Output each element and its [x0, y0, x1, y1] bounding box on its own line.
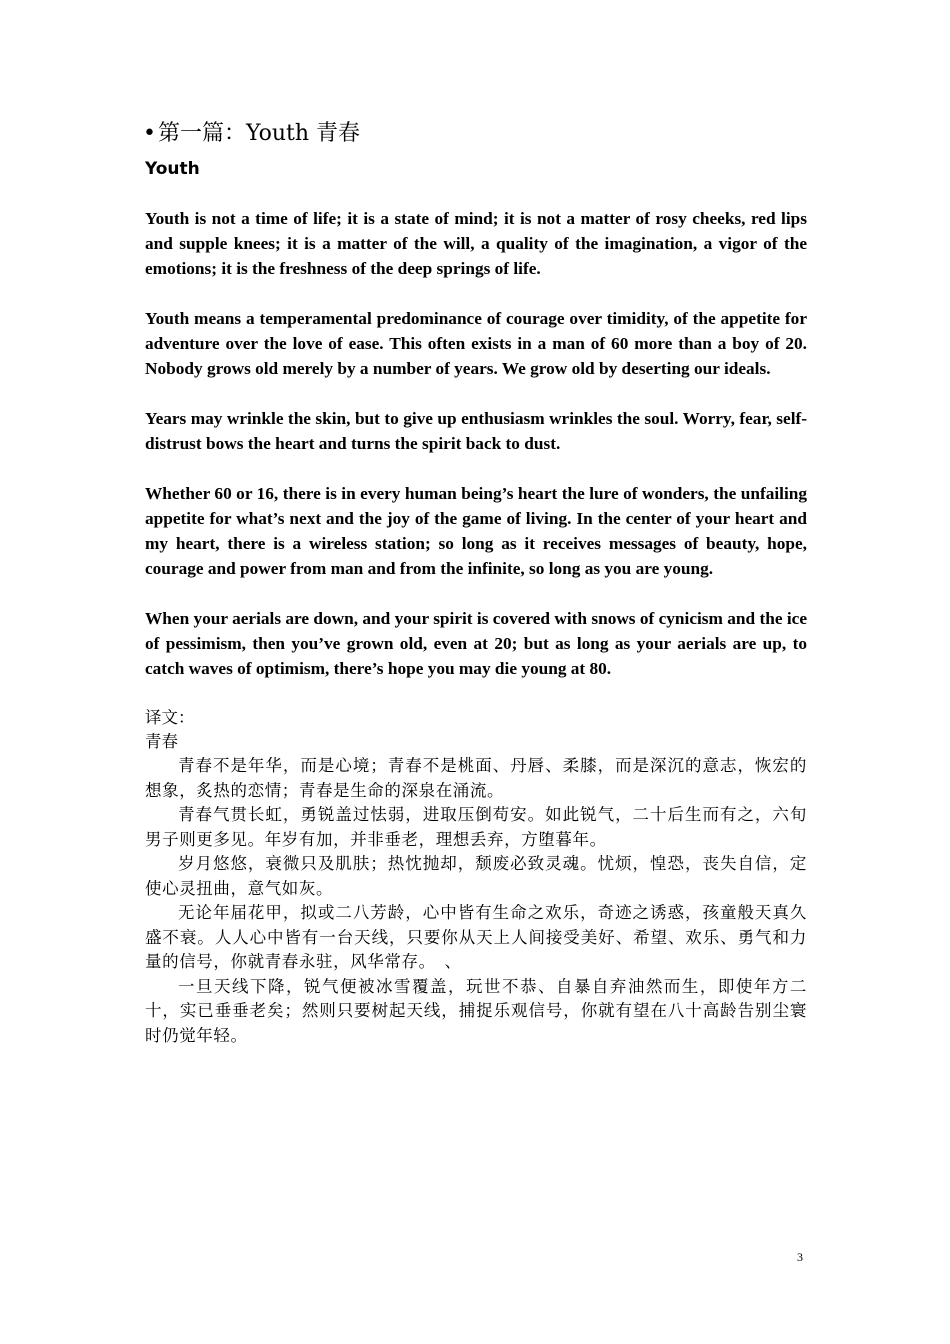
chapter-heading-text: 第一篇：Youth 青春	[157, 121, 361, 146]
english-paragraph-2: Youth means a temperamental predominance of courage over timidity, of the appetite for adventure over the love of ease. This often exists in a man of 60 more than a boy of 20. Nobody grows old merely by a number of years. We grow old by deserting our ideals.	[145, 309, 807, 378]
english-paragraph-4: Whether 60 or 16, there is in every human being’s heart the lure of wonders, the unfailing appetite for what’s next and the joy of the game of living. In the center of your heart and my heart, there is a wireless station; so long as it receives messages of beauty, hope, courage and power from man and from the infinite, so long as you are young.	[145, 484, 807, 578]
english-paragraph-3: Years may wrinkle the skin, but to give up enthusiasm wrinkles the soul. Worry, fear, self-distrust bows the heart and turns the spirit back to dust.	[145, 409, 807, 453]
translation-paragraph-5: 一旦天线下降，锐气便被冰雪覆盖，玩世不恭、自暴自弃油然而生，即使年方二十，实已垂垂老矣；然则只要树起天线，捕捉乐观信号，你就有望在八十高龄告别尘寰时仍觉年轻。	[145, 976, 807, 1045]
translation-label: 译文：	[145, 708, 195, 727]
translation-paragraph-3: 岁月悠悠，衰微只及肌肤；热忱抛却，颓废必致灵魂。忧烦，惶恐，丧失自信，定使心灵扭曲，意气如灰。	[145, 854, 807, 898]
translation-paragraph-2: 青春气贯长虹，勇锐盖过怯弱，进取压倒苟安。如此锐气，二十后生而有之，六旬男子则更多见。年岁有加，并非垂老，理想丢弃，方堕暮年。	[145, 805, 807, 849]
translation-title: 青春	[145, 732, 178, 751]
bullet-icon: •	[143, 121, 156, 146]
translation-paragraph-4: 无论年届花甲，拟或二八芳龄，心中皆有生命之欢乐，奇迹之诱惑，孩童般天真久盛不衰。人人心中皆有一台天线，只要你从天上人间接受美好、希望、欢乐、勇气和力量的信号，你就青春永驻，风华常存。 、	[145, 903, 807, 971]
document-page	[145, 118, 807, 1048]
page-number: 3	[797, 1250, 803, 1264]
english-paragraph-1: Youth is not a time of life; it is a state of mind; it is not a matter of rosy cheeks, red lips and supple knees; it is a matter of the will, a quality of the imagination, a vigor of the emotions; it is the freshness of the deep springs of life.	[145, 209, 807, 278]
chapter-heading	[145, 118, 807, 150]
translation-paragraph-1: 青春不是年华，而是心境；青春不是桃面、丹唇、柔膝，而是深沉的意志，恢宏的想象，炙热的恋情；青春是生命的深泉在涌流。	[145, 756, 807, 800]
english-title: Youth	[145, 159, 200, 179]
english-paragraph-5: When your aerials are down, and your spirit is covered with snows of cynicism and the ice of pessimism, then you’ve grown old, even at 20; but as long as your aerials are up, to catch waves of optimism, there’s hope you may die young at 80.	[145, 609, 807, 678]
